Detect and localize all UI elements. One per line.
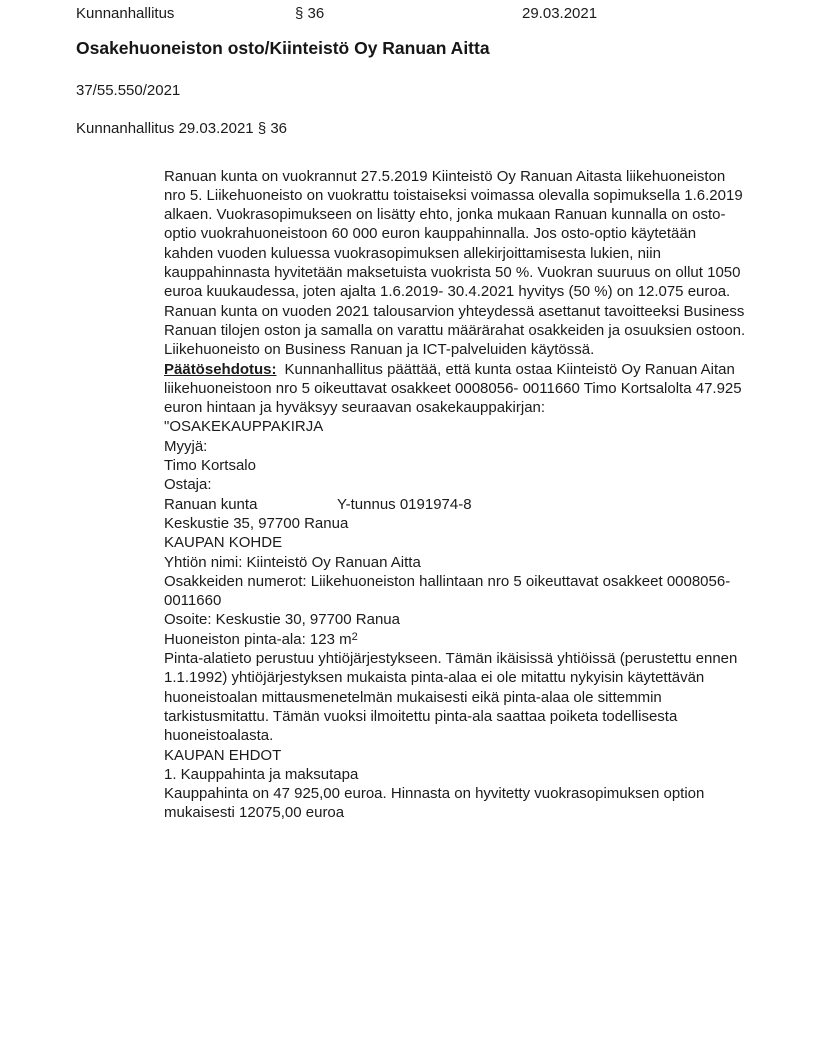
meeting-date: 29.03.2021 xyxy=(522,5,598,22)
buyer-label: Ostaja: xyxy=(164,476,212,494)
page-title: Osakehuoneiston osto/Kiinteistö Oy Ranuan Aitta xyxy=(76,38,490,58)
buyer-address: Keskustie 35, 97700 Ranua xyxy=(164,514,349,532)
sale-object-heading: KAUPAN KOHDE xyxy=(164,534,283,552)
share-numbers-line: Osakkeiden numerot: Liikehuoneiston hallintaan nro 5 oikeuttavat osakkeet 0008056-0011660 xyxy=(164,572,731,610)
area-superscript: 2 xyxy=(351,630,358,643)
paragraph-budget: Ranuan kunta on vuoden 2021 talousarvion yhteydessä asettanut tavoitteeksi Business Ranuan tilojen oston ja samalla on varattu määrärahat osakkeiden ja osuuksien ostoon. xyxy=(164,302,746,339)
section-mark: § 36 xyxy=(295,5,325,22)
paragraph-area-note: Pinta-alatieto perustuu yhtiöjärjestykseen. Tämän ikäisissä yhtiöissä (perustettu ennen 1.1.1992) yhtiöjärjestyksen mukaista pinta-alaa ei ole mitattu nykyisin käytettävän huoneistoalan mittausmenetelmän mukaisesti eikä pinta-alaa ole sittemmin tarkistusmitattu. Tämän vuoksi ilmoitettu pinta-ala saattaa poiketa todellisesta huoneistoalasta. xyxy=(164,650,738,745)
term1-title: 1. Kauppahinta ja maksutapa xyxy=(164,765,359,783)
object-address-line: Osoite: Keskustie 30, 97700 Ranua xyxy=(164,611,400,629)
term1-text: Kauppahinta on 47 925,00 euroa. Hinnasta on hyvitetty vuokrasopimuksen option mukaisesti 12075,00 euroa xyxy=(164,785,705,822)
committee-name: Kunnanhallitus xyxy=(76,5,175,22)
seller-label: Myyjä: xyxy=(164,437,208,455)
case-number: 37/55.550/2021 xyxy=(76,82,181,99)
seller-name: Timo Kortsalo xyxy=(164,457,256,475)
paragraph-usage: Liikehuoneisto on Business Ranuan ja ICT-palveluiden käytössä. xyxy=(164,341,595,359)
meeting-reference: Kunnanhallitus 29.03.2021 § 36 xyxy=(76,120,288,138)
term1-block xyxy=(164,765,748,823)
terms-heading: KAUPAN EHDOT xyxy=(164,746,282,764)
buyer-business-id: Y-tunnus 0191974-8 xyxy=(337,495,472,513)
paragraph-decision-proposal xyxy=(164,360,748,418)
document-header xyxy=(76,4,776,24)
decision-proposal-label: Päätösehdotus: xyxy=(164,360,277,378)
seller-block xyxy=(164,437,748,476)
apartment-area-line: Huoneiston pinta-ala: 123 m xyxy=(164,630,352,648)
deed-heading: "OSAKEKAUPPAKIRJA xyxy=(164,418,324,436)
paragraph-rental-background: Ranuan kunta on vuokrannut 27.5.2019 Kiinteistö Oy Ranuan Aitasta liikehuoneiston nro 5. Liikehuoneisto on vuokrattu toistaiseksi voimassa olevalla sopimuksella 1.6.2019 alkaen. Vuokrasopimukseen on lisätty ehto, jonka mukaan Ranuan kunnalla on osto-optio vuokrahuoneistoon 60 000 euron kauppahinnalla. Jos osto-optio käytetään kahden vuoden kuluessa vuokrasopimuksen allekirjoittamisesta lukien, niin kauppahinnasta hyvitetään maksetuista vuokrista 50 %. Vuokran suuruus on ollut 1050 euroa kuukaudessa, joten ajalta 1.6.2019- 30.4.2021 hyvitys (50 %) on 12.075 euroa. xyxy=(164,167,743,301)
buyer-block xyxy=(164,475,748,533)
decision-proposal-text: Kunnanhallitus päättää, että kunta ostaa Kiinteistö Oy Ranuan Aitan liikehuoneistoon nro 5 oikeuttavat osakkeet 0008056- 0011660 Timo Kortsalolta 47.925 euron hintaan ja hyväksyy seuraavan osakekauppakirjan: xyxy=(164,360,742,417)
document-body xyxy=(164,167,748,823)
company-name-line: Yhtiön nimi: Kiinteistö Oy Ranuan Aitta xyxy=(164,553,421,571)
sale-object-block xyxy=(164,533,748,649)
buyer-name: Ranuan kunta xyxy=(164,495,258,513)
